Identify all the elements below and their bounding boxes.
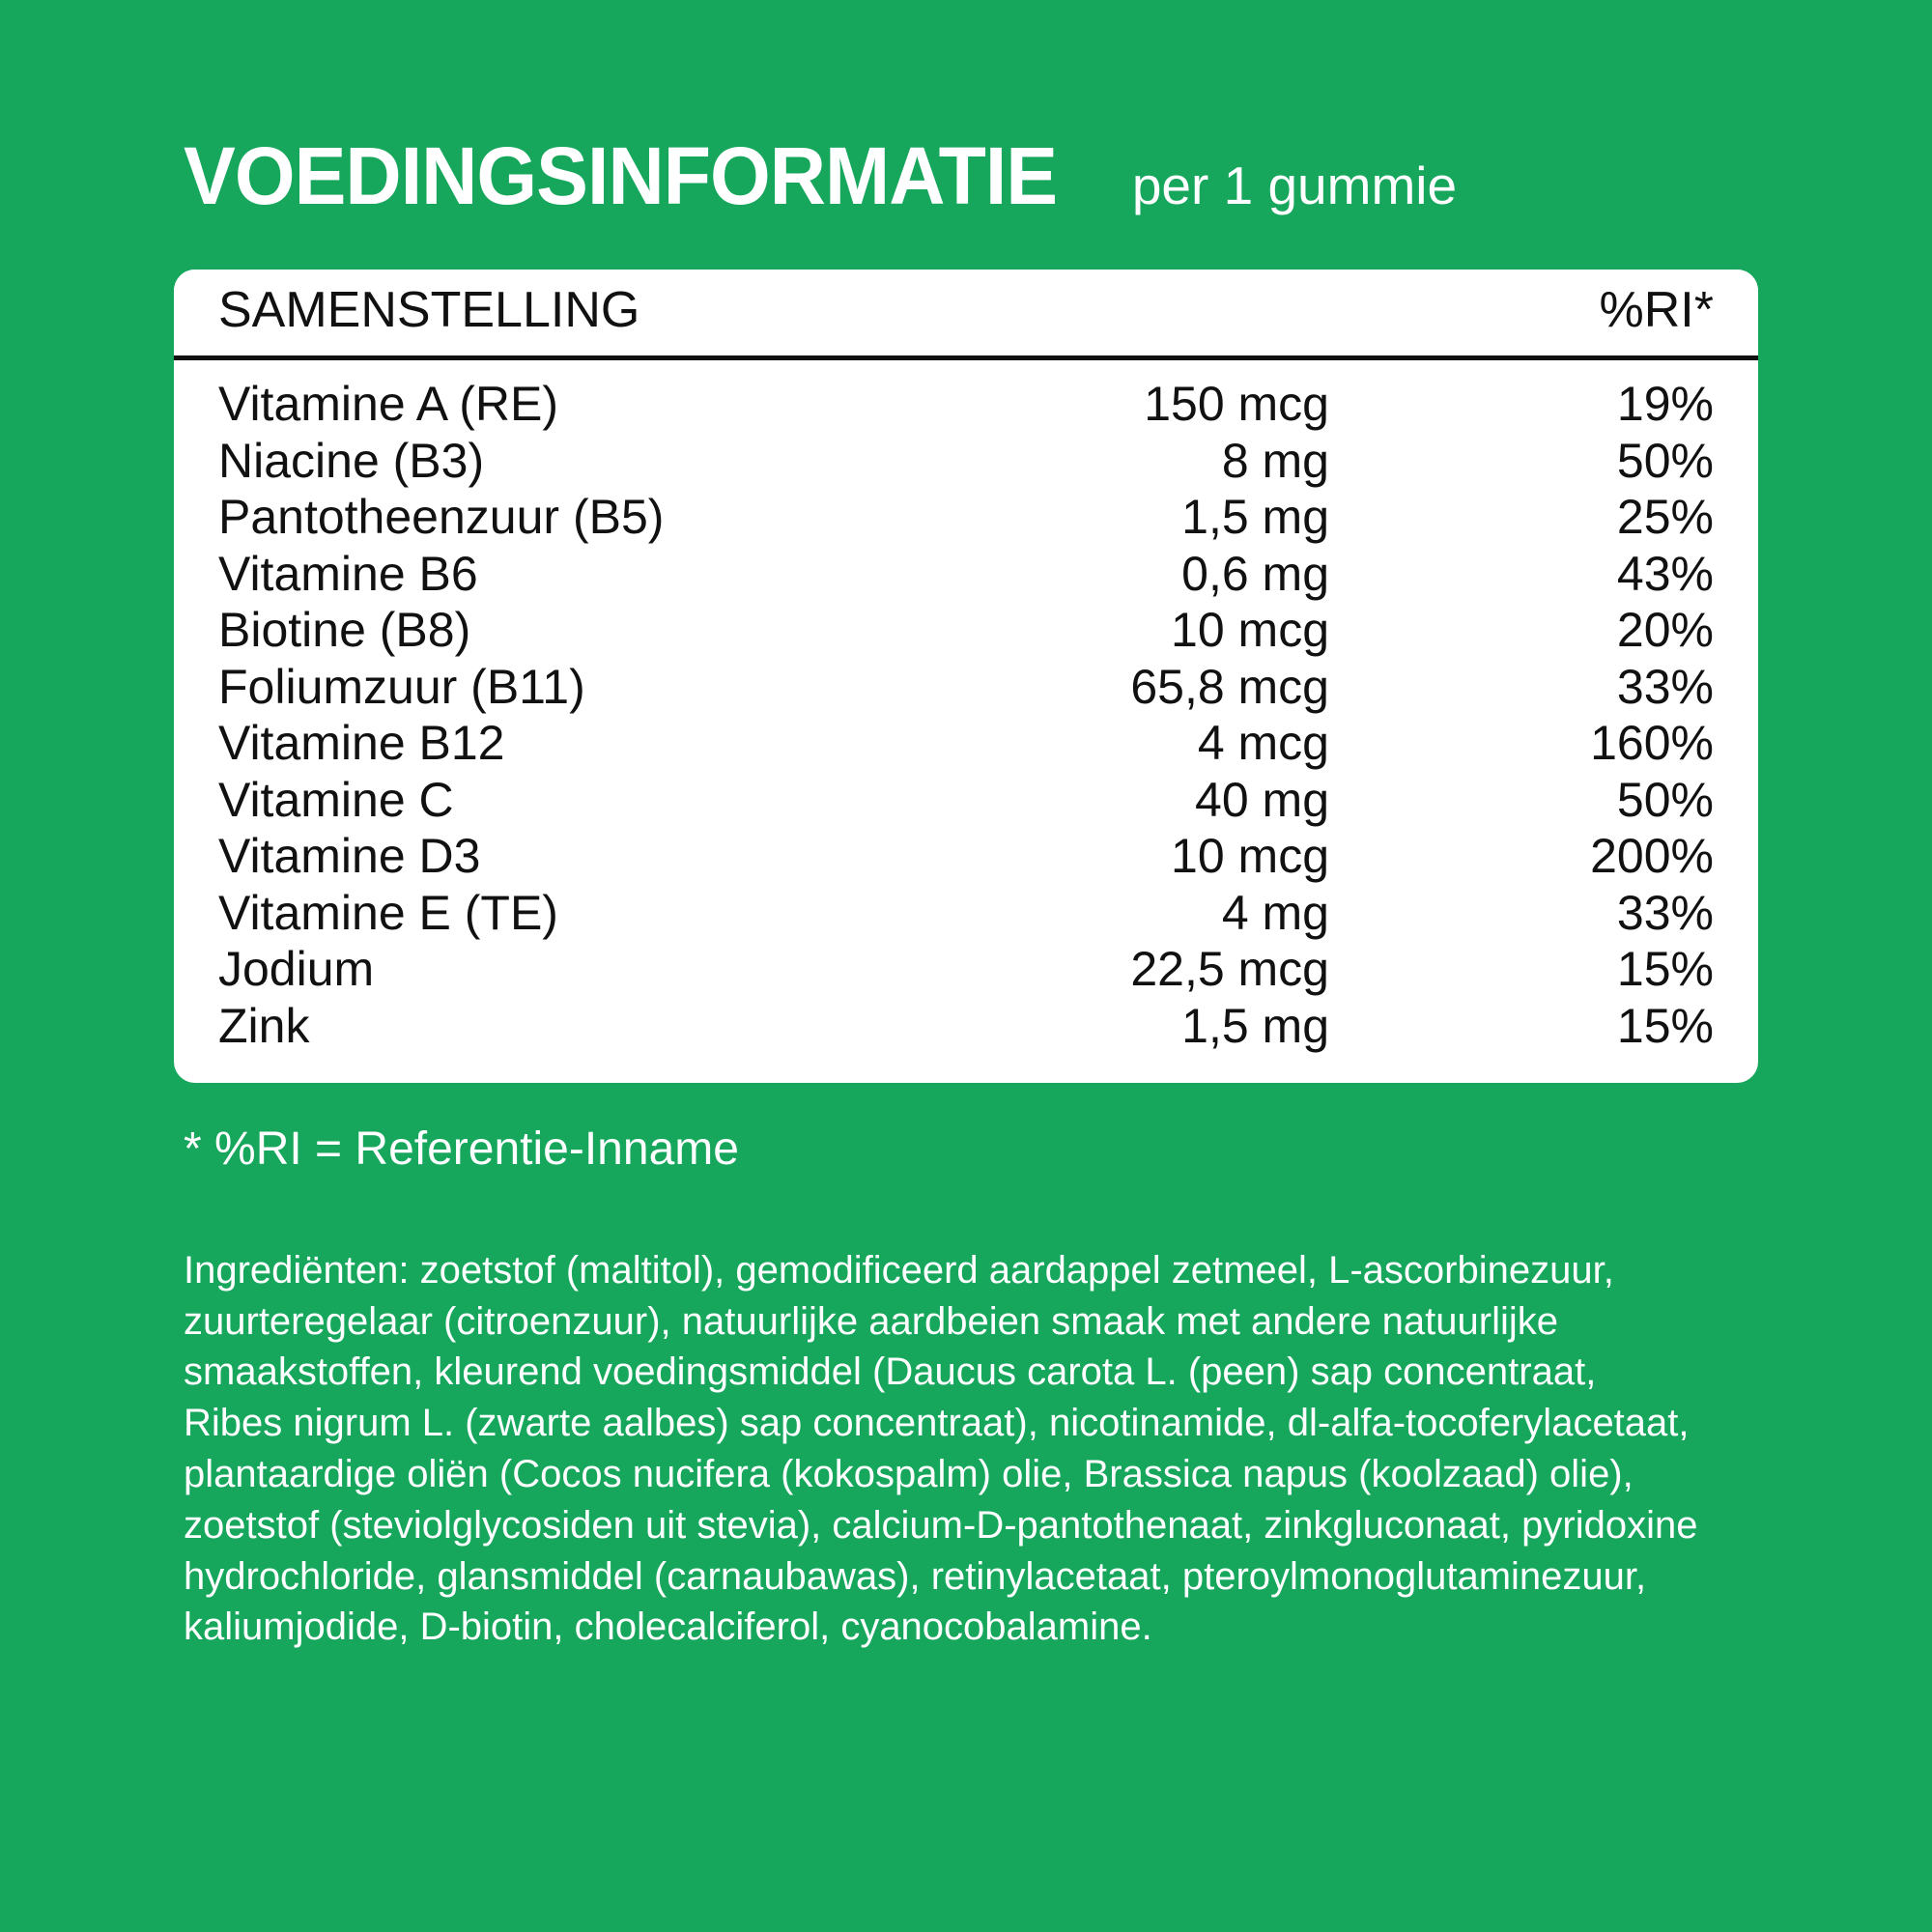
nutrient-name: Niacine (B3): [218, 433, 485, 488]
nutrient-ri: 50%: [1616, 772, 1714, 827]
nutrient-name: Vitamine B12: [218, 716, 505, 771]
nutrient-ri: 25%: [1616, 490, 1714, 545]
nutrient-ri: 20%: [1616, 603, 1714, 658]
nutrient-ri: 50%: [1616, 433, 1714, 488]
nutrient-ri: 33%: [1616, 885, 1714, 940]
nutrient-amount: 1,5 mg: [1181, 490, 1329, 545]
nutrient-amount: 40 mg: [1195, 772, 1329, 827]
header: [174, 0, 1758, 221]
nutrition-table-card: [174, 270, 1758, 1083]
nutrient-ri: 19%: [1616, 377, 1714, 432]
nutrient-ri: 15%: [1616, 998, 1714, 1053]
table-row: [218, 998, 1714, 1055]
nutrient-amount: 22,5 mcg: [1130, 942, 1329, 997]
table-row: [218, 772, 1714, 829]
nutrient-name: Foliumzuur (B11): [218, 659, 585, 714]
nutrient-name: Vitamine E (TE): [218, 885, 558, 940]
nutrient-ri: 43%: [1616, 546, 1714, 601]
nutrient-name: Vitamine C: [218, 772, 454, 827]
nutrient-amount: 0,6 mg: [1181, 546, 1329, 601]
table-row: [218, 433, 1714, 490]
nutrient-amount: 8 mg: [1221, 433, 1329, 488]
ri-footnote: * %RI = Referentie-Inname: [184, 1123, 739, 1176]
nutrient-ri: 33%: [1616, 659, 1714, 714]
nutrient-name: Zink: [218, 998, 310, 1053]
column-header-ri: %RI*: [1599, 282, 1714, 338]
nutrient-name: Biotine (B8): [218, 603, 471, 658]
column-header-composition: SAMENSTELLING: [218, 282, 640, 338]
table-row: [218, 715, 1714, 772]
table-row: [218, 376, 1714, 433]
ingredients-paragraph: Ingrediënten: zoetstof (maltitol), gemodificeerd aardappel zetmeel, L-ascorbinezuur, zuurteregelaar (citroenzuur), natuurlijke aardbeien smaak met andere natuurlijke smaakstoffen, kleurend voedingsmiddel (Daucus carota L. (peen) sap concentraat, Ribes nigrum L. (zwarte aalbes) sap concentraat), nicotinamide, dl-alfa-tocoferylacetaat, plantaardige oliën (Cocos nucifera (kokospalm) olie, Brassica napus (koolzaad) olie), zoetstof (steviolglycosiden uit stevia), calcium-D-pantothenaat, zinkgluconaat, pyridoxine hydrochloride, glansmiddel (carnaubawas), retinylacetaat, pteroylmonoglutaminezuur, kaliumjodide, D-biotin, cholecalciferol, cyanocobalamine.: [184, 1248, 1698, 1649]
nutrient-amount: 1,5 mg: [1181, 998, 1329, 1053]
table-row: [218, 828, 1714, 885]
table-row: [218, 659, 1714, 716]
nutrient-ri: 200%: [1590, 829, 1714, 884]
nutrient-amount: 10 mcg: [1171, 603, 1329, 658]
nutrient-ri: 160%: [1590, 716, 1714, 771]
nutrient-amount: 4 mcg: [1197, 716, 1329, 771]
nutrient-amount: 10 mcg: [1171, 829, 1329, 884]
table-row: [218, 546, 1714, 603]
table-row: [218, 489, 1714, 546]
table-row: [218, 602, 1714, 659]
table-row: [218, 941, 1714, 998]
nutrient-amount: 65,8 mcg: [1130, 659, 1329, 714]
page-title: VOEDINGSINFORMATIE: [184, 130, 1058, 221]
nutrient-name: Jodium: [218, 942, 375, 997]
nutrient-amount: 4 mg: [1221, 885, 1329, 940]
nutrient-rows: [174, 360, 1758, 1083]
nutrient-name: Vitamine D3: [218, 829, 481, 884]
nutrient-name: Pantotheenzuur (B5): [218, 490, 665, 545]
serving-size-label: per 1 gummie: [1131, 156, 1458, 215]
nutrient-amount: 150 mcg: [1144, 377, 1329, 432]
table-header-row: [174, 270, 1758, 360]
nutrient-name: Vitamine B6: [218, 546, 478, 601]
table-row: [218, 885, 1714, 942]
nutrient-ri: 15%: [1616, 942, 1714, 997]
nutrient-name: Vitamine A (RE): [218, 377, 559, 432]
